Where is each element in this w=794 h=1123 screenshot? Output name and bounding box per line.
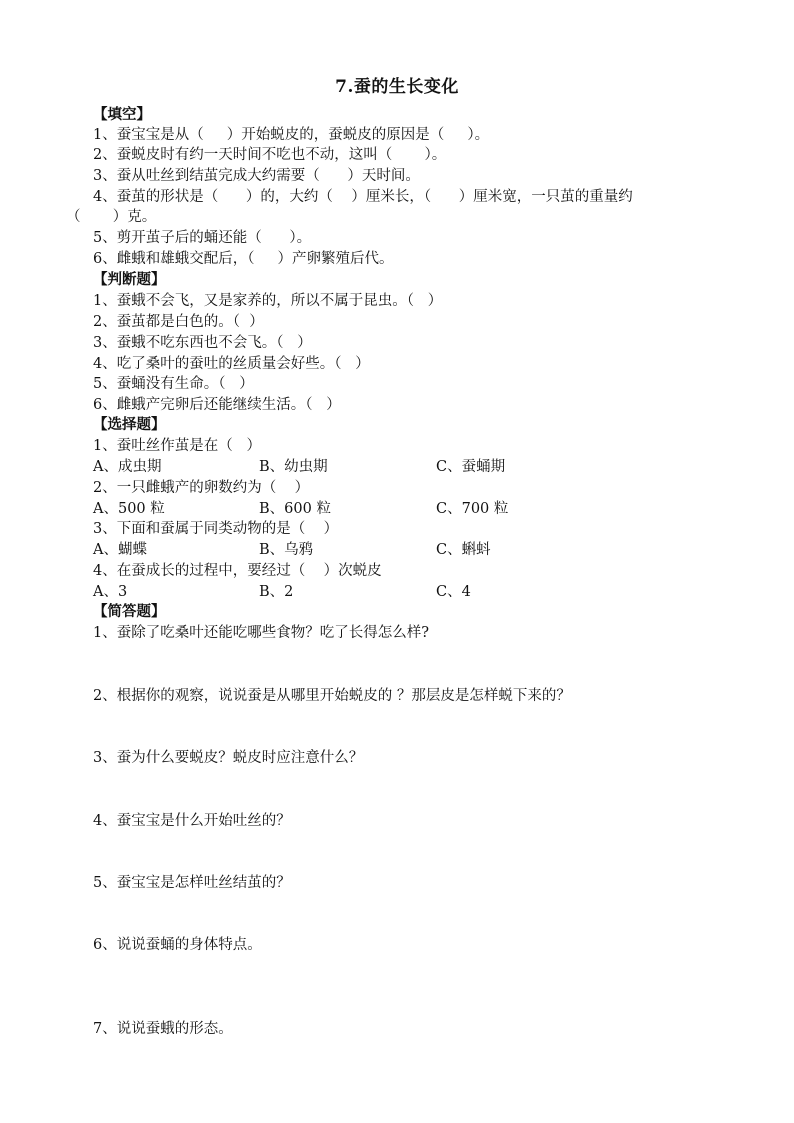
choice-option-a: A、成虫期 <box>93 459 162 475</box>
fill-blank-item: 3、蚕从吐丝到结茧完成大约需要（ ）天时间。 <box>93 168 420 184</box>
page-title: 7.蚕的生长变化 <box>335 77 459 97</box>
short-answer-question: 1、蚕除了吃桑叶还能吃哪些食物？吃了长得怎么样? <box>93 625 429 641</box>
true-false-item: 2、蚕茧都是白色的。（ ） <box>93 314 264 330</box>
true-false-item: 5、蚕蛹没有生命。（ ） <box>93 376 254 392</box>
true-false-item: 4、吃了桑叶的蚕吐的丝质量会好些。（ ） <box>93 356 370 372</box>
choice-option-a: A、3 <box>93 584 128 600</box>
fill-blank-item-continued: （ ）克。 <box>66 209 157 225</box>
choice-option-c: C、蝌蚪 <box>436 542 491 558</box>
choice-question: 1、蚕吐丝作茧是在（ ） <box>93 438 262 454</box>
choice-question: 3、下面和蚕属于同类动物的是（ ） <box>93 521 339 537</box>
choice-question: 2、一只雌蛾产的卵数约为（ ） <box>93 480 310 496</box>
short-answer-question: 2、根据你的观察，说说蚕是从哪里开始蜕皮的 ？那层皮是怎样蜕下来的？ <box>93 688 571 704</box>
fill-blank-item: 6、雌蛾和雄蛾交配后，（ ）产卵繁殖后代。 <box>93 251 394 267</box>
fill-blank-item: 1、蚕宝宝是从（ ）开始蜕皮的，蚕蜕皮的原因是（ ）。 <box>93 127 490 143</box>
short-answer-question: 3、蚕为什么要蜕皮？蜕皮时应注意什么？ <box>93 750 364 766</box>
fill-blank-item: 2、蚕蜕皮时有约一天时间不吃也不动，这叫（ ）。 <box>93 147 447 163</box>
choice-option-b: B、幼虫期 <box>259 459 328 475</box>
true-false-item: 1、蚕蛾不会飞，又是家养的，所以不属于昆虫。（ ） <box>93 293 443 309</box>
section-heading-fill-blank: 【填空】 <box>93 106 151 123</box>
short-answer-question: 6、说说蚕蛹的身体特点。 <box>93 937 262 953</box>
short-answer-question: 5、蚕宝宝是怎样吐丝结茧的？ <box>93 875 291 891</box>
fill-blank-item: 4、蚕茧的形状是（ ）的，大约（ ）厘米长，（ ）厘米宽，一只茧的重量约 <box>93 189 633 205</box>
section-heading-true-false: 【判断题】 <box>93 271 166 288</box>
short-answer-question: 4、蚕宝宝是什么开始吐丝的？ <box>93 813 291 829</box>
choice-question: 4、在蚕成长的过程中，要经过（ ）次蜕皮 <box>93 563 382 579</box>
choice-option-b: B、乌鸦 <box>259 542 314 558</box>
choice-option-c: C、700 粒 <box>436 501 509 517</box>
fill-blank-item: 5、剪开茧子后的蛹还能（ ）。 <box>93 230 312 246</box>
section-heading-short-answer: 【简答题】 <box>93 603 166 620</box>
short-answer-question: 7、说说蚕蛾的形态。 <box>93 1021 233 1037</box>
choice-option-b: B、600 粒 <box>259 501 331 517</box>
choice-option-c: C、蚕蛹期 <box>436 459 506 475</box>
choice-option-a: A、500 粒 <box>93 501 165 517</box>
choice-option-c: C、4 <box>436 584 471 600</box>
choice-option-a: A、蝴蝶 <box>93 542 147 558</box>
choice-option-b: B、2 <box>259 584 294 600</box>
true-false-item: 3、蚕蛾不吃东西也不会飞。（ ） <box>93 335 312 351</box>
true-false-item: 6、雌蛾产完卵后还能继续生活。（ ） <box>93 397 341 413</box>
section-heading-multiple-choice: 【选择题】 <box>93 416 166 433</box>
